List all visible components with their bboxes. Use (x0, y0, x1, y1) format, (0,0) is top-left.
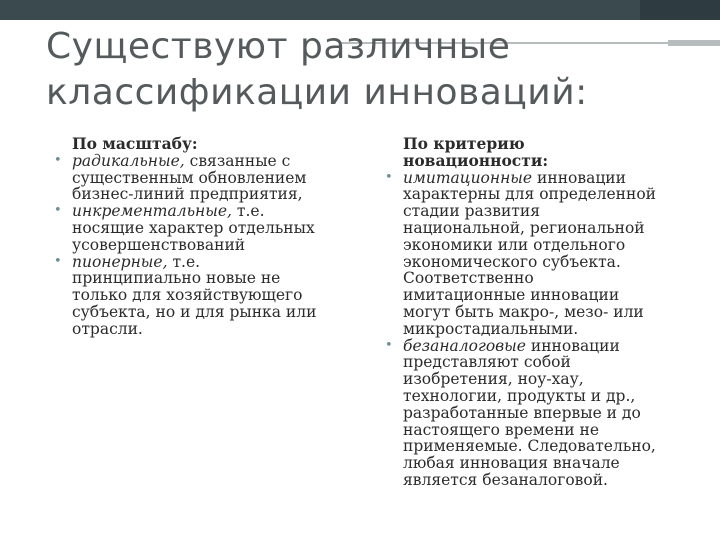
list-item (385, 338, 705, 489)
text-line: экономики или отдельного (403, 235, 626, 254)
bullet-icon: • (54, 152, 62, 168)
left-column-heading: По масштабу: (72, 134, 198, 153)
right-column (385, 136, 705, 489)
text-line: субъекта, но и для рынка или (72, 302, 317, 321)
left-column (54, 136, 354, 338)
slide-title-line-1: Существуют различные (46, 26, 511, 67)
text-line: настоящего времени не (403, 420, 600, 439)
list-item (54, 254, 354, 338)
text-line: разработанные впервые и до (403, 403, 641, 422)
slide-title-line-2: классификации инноваций: (46, 72, 588, 113)
text-line: микростадиальными. (403, 319, 579, 338)
text-line: имитационные инновации (403, 286, 620, 305)
top-decoration-bar (0, 0, 720, 20)
text-line: т.е. (167, 252, 201, 271)
text-line: только для хозяйствующего (72, 286, 303, 305)
bullet-icon: • (54, 253, 62, 269)
text-line: бизнес-линий предприятия, (72, 185, 303, 204)
top-bar-dark-segment (0, 0, 640, 20)
text-line: характерны для определенной (403, 185, 657, 204)
text-line: носящие характер отдельных (72, 218, 315, 237)
left-bullet-list (54, 153, 354, 338)
text-line: представляют собой (403, 353, 571, 372)
term-label: пионерные, (72, 252, 168, 271)
right-heading-line-2: новационности: (403, 150, 549, 170)
text-line: национальной, региональной (403, 218, 645, 237)
text-line: существенным обновлением (72, 168, 307, 187)
text-line: отрасли. (72, 319, 143, 338)
term-label: имитационные (403, 168, 533, 187)
right-bullet-list (385, 170, 705, 489)
text-line: инновации (525, 336, 620, 355)
right-column-heading (403, 136, 705, 170)
list-item (54, 153, 354, 203)
text-line: любая инновация вначале (403, 454, 620, 473)
text-line: усовершенствований (72, 235, 246, 254)
text-line: стадии развития (403, 202, 540, 221)
text-line: связанные с (184, 151, 291, 170)
list-item (385, 170, 705, 338)
text-line: инновации (532, 168, 626, 187)
text-line: Соответственно (403, 269, 534, 288)
term-label: безаналоговые (403, 336, 526, 355)
term-label: инкрементальные, (72, 202, 232, 221)
text-line: технологии, продукты и др., (403, 386, 636, 405)
bullet-icon: • (54, 203, 62, 219)
text-line: принципиально новые не (72, 269, 281, 288)
bullet-icon: • (385, 337, 393, 353)
right-heading-line-1: По критерию (403, 134, 525, 153)
slide-title (46, 24, 686, 116)
text-line: является безаналоговой. (403, 470, 608, 489)
list-item (54, 203, 354, 253)
top-bar-right-segment (640, 0, 720, 20)
text-line: применяемые. Следовательно, (403, 437, 656, 456)
text-line: экономического субъекта. (403, 252, 621, 271)
bullet-icon: • (385, 169, 393, 185)
text-line: могут быть макро-, мезо- или (403, 302, 644, 321)
text-line: т.е. (231, 202, 265, 221)
text-line: изобретения, ноу-хау, (403, 370, 584, 389)
term-label: радикальные, (72, 151, 185, 170)
